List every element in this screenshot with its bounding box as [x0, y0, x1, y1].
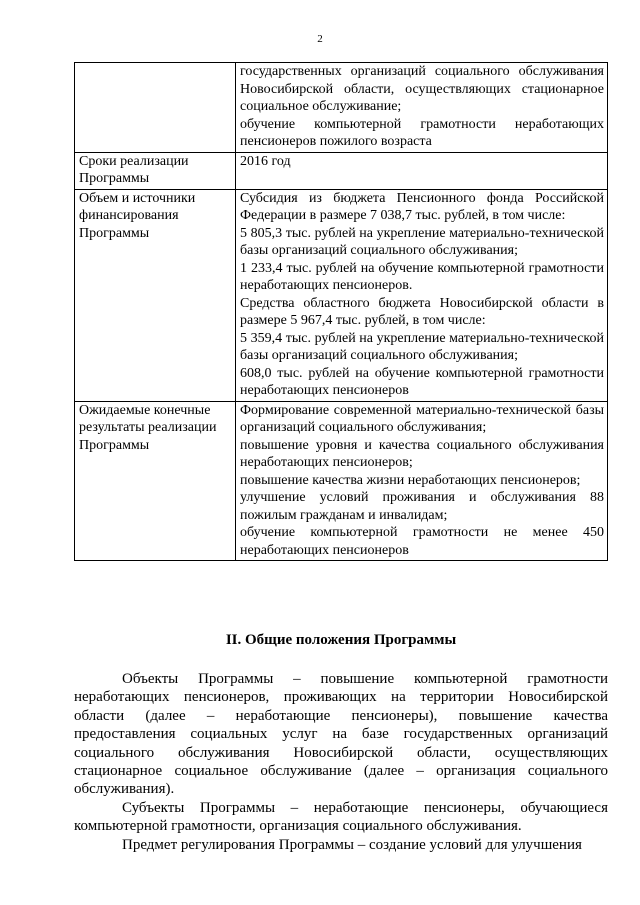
content-paragraph: повышение уровня и качества социального обслуживания неработающих пенсионеров;	[240, 437, 604, 470]
content-paragraph: 1 233,4 тыс. рублей на обучение компьютерной грамотности неработающих пенсионеров.	[240, 260, 604, 293]
table-row	[75, 189, 608, 401]
content-paragraph: 5 359,4 тыс. рублей на укрепление материально-технической базы организаций социального обслуживания;	[240, 330, 604, 363]
program-passport-table	[74, 62, 608, 561]
body-paragraph: Объекты Программы – повышение компьютерной грамотности неработающих пенсионеров, проживающих на территории Новосибирской области (далее – неработающие пенсионеры), повышение качества предоставления социальных услуг на базе государственных организаций социального обслуживания Новосибирской области, осуществляющих стационарное социальное обслуживание (далее – организация социального обслуживания).	[74, 671, 608, 798]
row-content	[236, 189, 608, 401]
body-paragraph: Субъекты Программы – неработающие пенсионеры, обучающиеся компьютерной грамотности, организация социального обслуживания.	[74, 799, 608, 835]
content-paragraph: 608,0 тыс. рублей на обучение компьютерной грамотности неработающих пенсионеров	[240, 365, 604, 398]
content-paragraph: Формирование современной материально-технической базы организаций социального обслуживания;	[240, 402, 604, 435]
row-content	[236, 63, 608, 153]
content-paragraph: 5 805,3 тыс. рублей на укрепление материально-технической базы организаций социального обслуживания;	[240, 225, 604, 258]
row-content	[236, 152, 608, 189]
table-row	[75, 401, 608, 561]
content-paragraph: улучшение условий проживания и обслуживания 88 пожилым гражданам и инвалидам;	[240, 490, 604, 523]
row-label: Объем и источники финансирования Программы	[75, 189, 236, 401]
body-paragraph: Предмет регулирования Программы – создание условий для улучшения	[122, 836, 582, 853]
content-paragraph: государственных организаций социального обслуживания Новосибирской области, осуществляющих стационарное социальное обслуживание;	[240, 64, 604, 114]
row-label	[75, 63, 236, 153]
content-paragraph: Средства областного бюджета Новосибирской области в размере 5 967,4 тыс. рублей, в том числе:	[240, 295, 604, 328]
section-heading: II. Общие положения Программы	[225, 632, 457, 648]
content-paragraph: обучение компьютерной грамотности неработающих пенсионеров пожилого возраста	[240, 116, 604, 149]
content-paragraph: Субсидия из бюджета Пенсионного фонда Российской Федерации в размере 7 038,7 тыс. рублей, в том числе:	[240, 190, 604, 223]
row-label: Ожидаемые конечные результаты реализации Программы	[75, 401, 236, 561]
table-row	[75, 152, 608, 189]
content-paragraph: 2016 год	[240, 153, 291, 169]
content-paragraph: обучение компьютерной грамотности не менее 450 неработающих пенсионеров	[240, 525, 604, 558]
section-body	[74, 670, 608, 854]
row-content	[236, 401, 608, 561]
table-row	[75, 63, 608, 153]
page-number: 2	[317, 33, 323, 45]
row-label: Сроки реализации Программы	[75, 152, 236, 189]
content-paragraph: повышение качества жизни неработающих пенсионеров;	[240, 472, 581, 488]
